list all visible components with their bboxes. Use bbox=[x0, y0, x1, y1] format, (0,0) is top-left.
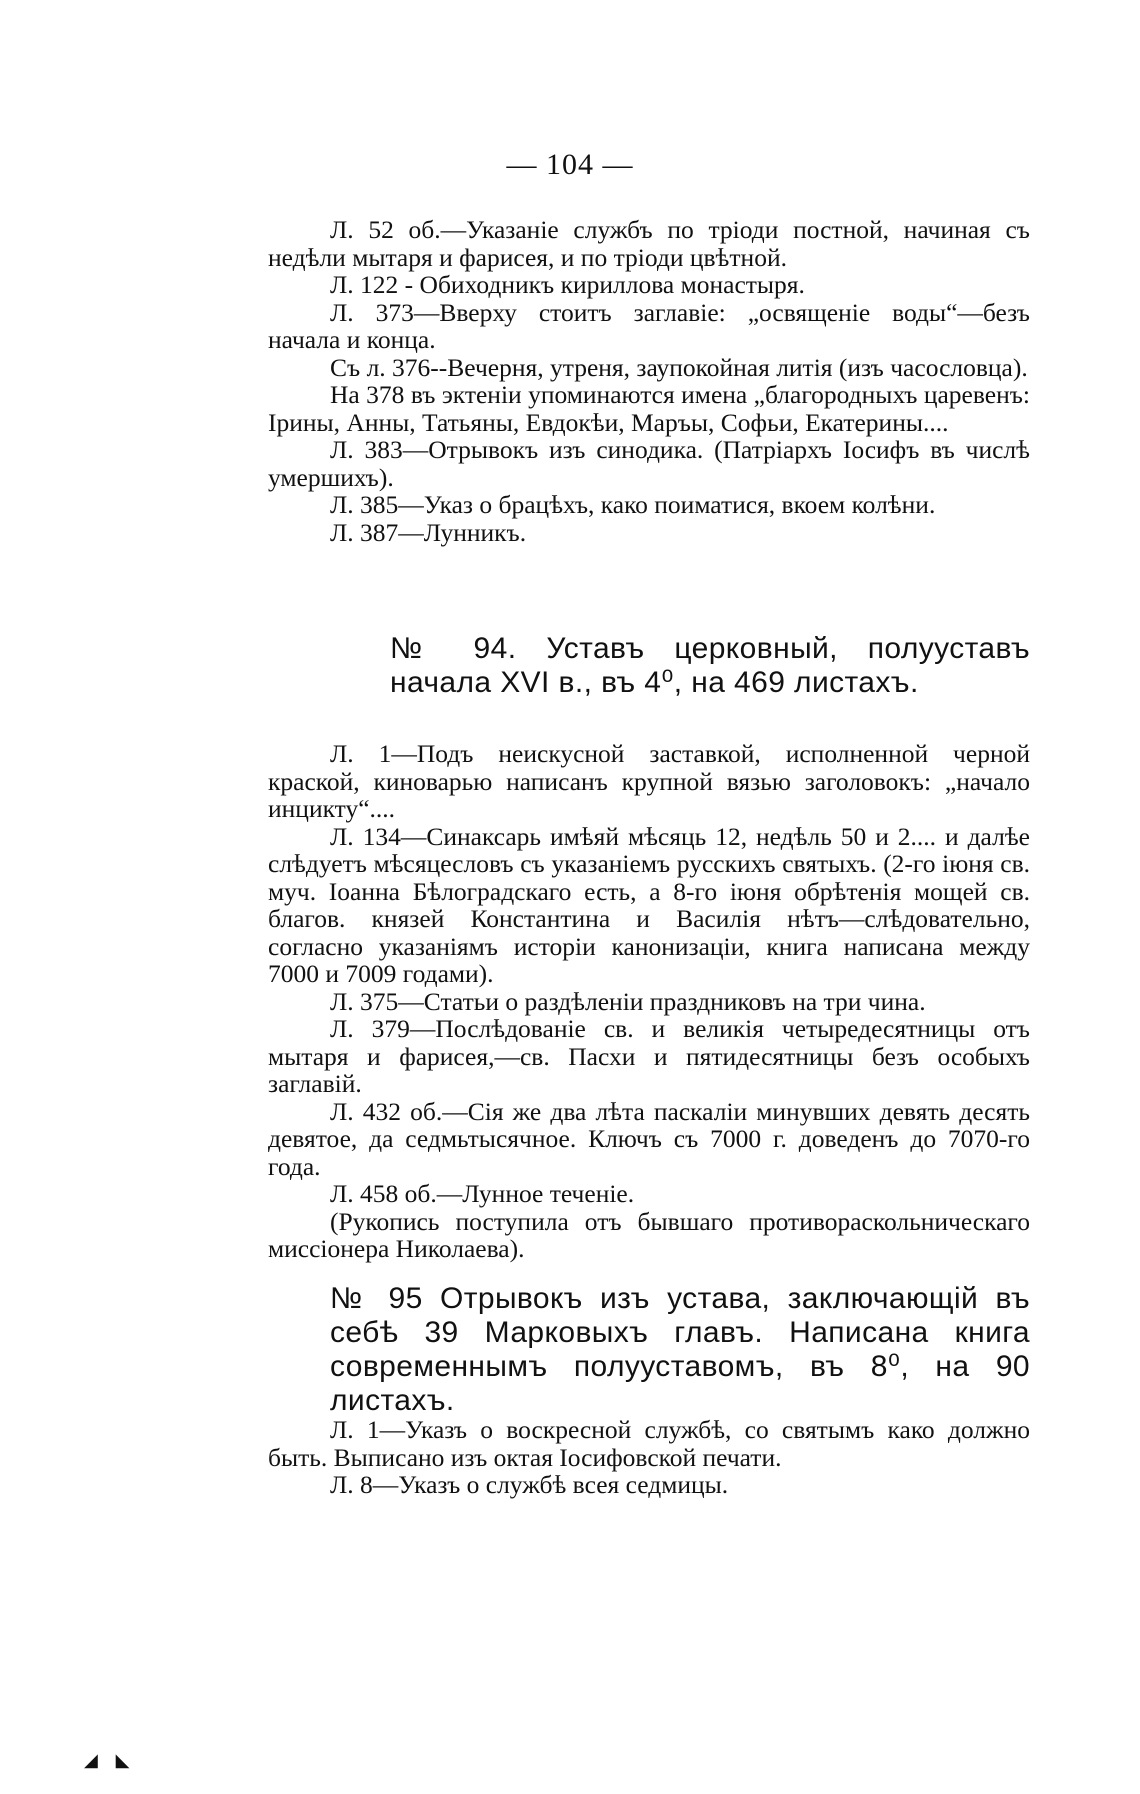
entry: Л. 52 об.—Указаніе службъ по тріоди постной, начиная съ недѣли мытаря и фарисея, и по тріоди цвѣтной. bbox=[268, 215, 1030, 272]
section-95-heading bbox=[330, 1282, 1030, 1418]
section-94-entries bbox=[268, 740, 1030, 1263]
entry: Л. 383—Отрывокъ изъ синодика. (Патріархъ Іосифъ въ числѣ умершихъ). bbox=[268, 435, 1030, 492]
section-heading-text: № 94. Уставъ церковный, полууставъ начала XVI в., въ 4⁰, на 469 листахъ. bbox=[390, 632, 1030, 699]
page-number: — 104 — bbox=[506, 148, 634, 181]
entry: Л. 458 об.—Лунное теченіе. bbox=[330, 1179, 635, 1208]
section-94-heading bbox=[390, 632, 1030, 700]
entry: Л. 379—Послѣдованіе св. и великія четыредесятницы отъ мытаря и фарисея,—св. Пасхи и пятидесятницы безъ особыхъ заглавій. bbox=[268, 1014, 1030, 1098]
entries-top bbox=[268, 216, 1030, 546]
section-heading-text: № 95 Отрывокъ изъ устава, заключающій въ себѣ 39 Марковыхъ главъ. Написана книга современнымъ полууставомъ, въ 8⁰, на 90 листахъ. bbox=[330, 1282, 1030, 1417]
entry: Л. 385—Указ о брацѣхъ, како поиматися, вкоем колѣни. bbox=[330, 490, 936, 519]
entry: Л. 1—Указъ о воскресной службѣ, со святымъ како должно быть. Выписано изъ октая Іосифовской печати. bbox=[268, 1415, 1030, 1472]
section-95-entries bbox=[268, 1416, 1030, 1499]
entry: Л. 432 об.—Сія же два лѣта паскаліи минувших девять десять девятое, да седмьтысячное. Ключъ съ 7000 г. доведенъ до 7070-го года. bbox=[268, 1096, 1030, 1181]
entry: Л. 122 - Обиходникъ кириллова монастыря. bbox=[330, 270, 805, 299]
entry: На 378 въ эктеніи упоминаются имена „благородныхъ царевенъ: Ірины, Анны, Татьяны, Евдокѣи, Маръы, Софьи, Екатерины.... bbox=[268, 380, 1030, 437]
entry: Л. 8—Указъ о службѣ всея седмицы. bbox=[330, 1470, 729, 1499]
entry: Л. 1—Подъ неискусной заставкой, исполненной черной краской, киноварью написанъ крупной вязью заголовокъ: „начало инцикту“.... bbox=[268, 739, 1030, 823]
entry: Л. 375—Статьи о раздѣленіи праздниковъ на три чина. bbox=[330, 986, 926, 1016]
entry: Съ л. 376--Вечерня, утреня, заупокойная литія (изъ часословца). bbox=[330, 352, 1028, 382]
corner-mark-icon: ◢ ◣ bbox=[84, 1750, 136, 1771]
entry: Л. 134—Синаксарь имѣяй мѣсяць 12, недѣль 50 и 2.... и далѣе слѣдуетъ мѣсяцесловъ съ указаніемъ русскихъ святыхъ. (2-го іюня св. муч. Іоанна Бѣлоградскаго есть, а 8-го іюня обрѣтенія мощей св. благов. князей Константина и Василія нѣтъ—слѣдовательно, согласно указаніямъ исторіи канонизаціи, книга написана между 7000 и 7009 годами). bbox=[268, 821, 1030, 988]
entry: Л. 387—Лунникъ. bbox=[330, 517, 527, 547]
entry: Л. 373—Вверху стоитъ заглавіе: „освященіе воды“—безъ начала и конца. bbox=[268, 297, 1030, 354]
entry: (Рукопись поступила отъ бывшаго противораскольническаго миссіонера Николаева). bbox=[268, 1206, 1030, 1263]
